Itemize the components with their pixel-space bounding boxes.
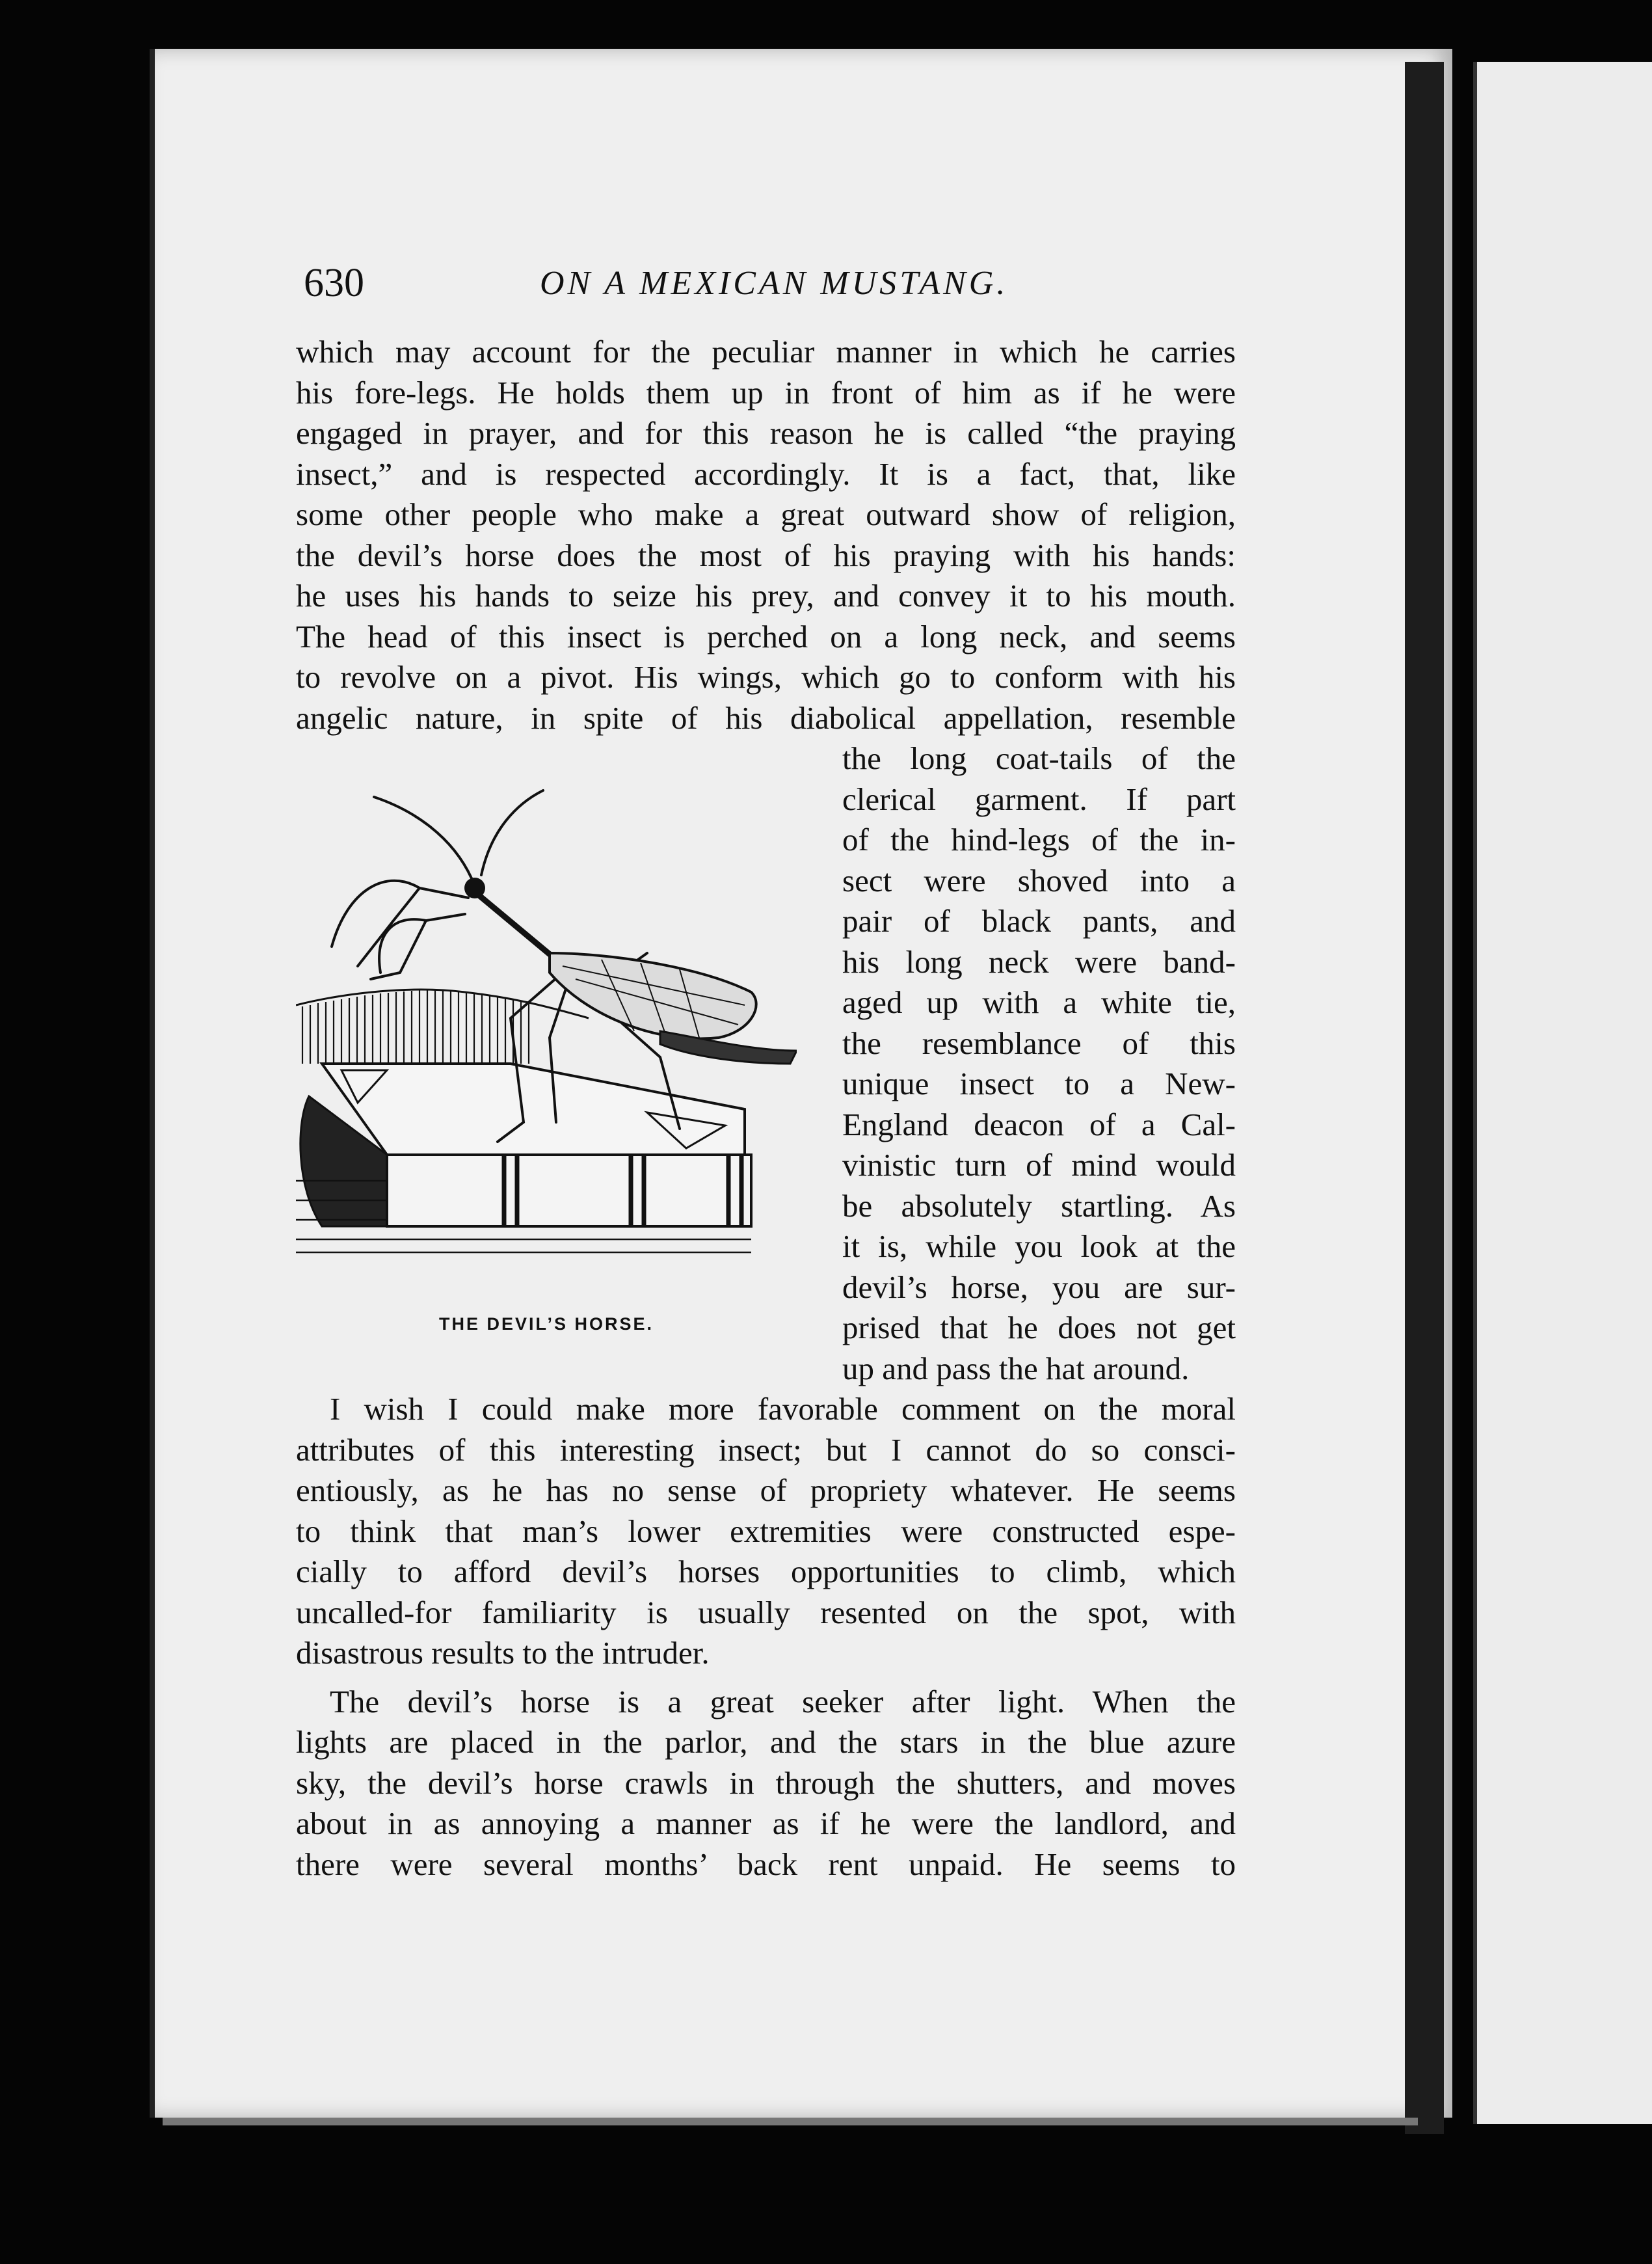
page-header [296,260,1236,332]
text-line: insect,” and is respected accordingly. It is a fact, that, like [296,455,1236,492]
text-line: clerical garment. If part [842,781,1236,817]
book-gutter [1405,62,1444,2134]
text-line: his long neck were band- [842,943,1236,980]
text-line: pair of black pants, and [842,903,1236,939]
text-line: prised that he does not get [842,1310,1236,1345]
text-line: which may account for the peculiar manner in which he carries [296,334,1236,370]
text-line: The head of this insect is perched on a long neck, and seems [296,618,1236,654]
text-line: unique insect to a New- [842,1066,1236,1101]
text-line: uncalled-for familiarity is usually resented on the spot, with [296,1594,1236,1630]
text-line: England deacon of a Cal- [842,1106,1236,1142]
text-line: entiously, as he has no sense of propriety whatever. He seems [296,1472,1236,1508]
text-line: The devil’s horse is a great seeker after light. When the [330,1683,1236,1719]
text-line: some other people who make a great outward show of religion, [296,496,1236,532]
text-line: to think that man’s lower extremities were constructed espe- [296,1513,1236,1549]
text-line: sky, the devil’s horse crawls in through the shutters, and moves [296,1764,1236,1801]
text-line: vinistic turn of mind would [842,1147,1236,1183]
text-line: I wish I could make more favorable comment on the moral [330,1391,1236,1427]
text-line: there were several months’ back rent unpaid. He seems to [296,1846,1236,1882]
figure-caption: THE DEVIL’S HORSE. [438,1314,654,1334]
text-line: up and pass the hat around. [842,1350,1190,1386]
page-text [296,260,1236,1885]
devils-horse-illustration [296,758,797,1265]
text-line: angelic nature, in spite of his diabolical appellation, resemble [296,699,1236,736]
page-bottom-edge [163,2118,1418,2125]
text-line: to revolve on a pivot. His wings, which go to conform with his [296,659,1236,695]
text-line: engaged in prayer, and for this reason he is called “the praying [296,415,1236,451]
text-line: about in as annoying a manner as if he were the landlord, and [296,1805,1236,1841]
text-line: disastrous results to the intruder. [296,1635,710,1671]
text-line: he uses his hands to seize his prey, and convey it to his mouth. [296,578,1236,613]
text-line: attributes of this interesting insect; but I cannot do so consci- [296,1431,1236,1468]
page-number: 630 [304,261,364,305]
text-line: lights are placed in the parlor, and the stars in the blue azure [296,1724,1236,1760]
text-line: cially to afford devil’s horses opportunities to climb, which [296,1554,1236,1589]
paragraph-1-top [296,332,1236,738]
text-line: of the hind-legs of the in- [842,822,1236,857]
text-line: it is, while you look at the [842,1228,1236,1264]
side-column-text [842,738,1236,1389]
text-line: the devil’s horse does the most of his praying with his hands: [296,537,1236,573]
text-line: aged up with a white tie, [842,984,1236,1020]
right-page-edge [1473,62,1652,2124]
figure-section [296,738,1236,1389]
text-line: his fore-legs. He holds them up in front of him as if he were [296,374,1236,411]
running-title: ON A MEXICAN MUSTANG. [540,265,1009,302]
text-line: the long coat-tails of the [842,740,1236,776]
text-line: devil’s horse, you are sur- [842,1269,1236,1305]
text-line: be absolutely startling. As [842,1187,1236,1224]
text-line: sect were shoved into a [842,862,1236,898]
text-line: the resemblance of this [842,1025,1236,1061]
paragraph-2 [296,1389,1236,1674]
paragraph-3 [296,1682,1236,1885]
